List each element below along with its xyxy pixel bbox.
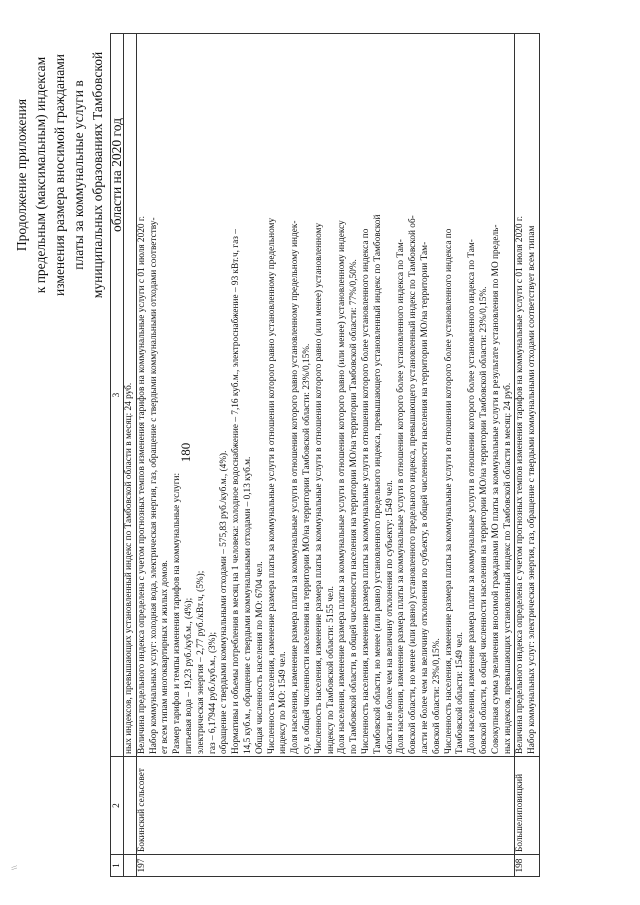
indices-table: [110, 33, 540, 877]
text-line: Доля населения, изменение размера платы за коммунальные услуги в отношении которого более установленного индекса по Там-: [467, 239, 478, 754]
row-number: 197: [136, 855, 515, 877]
text-line: Величина предельного индекса определена с учетом прогнозных темпов изменения тарифов на коммунальные услуги с 01 июля 2020 г.: [515, 216, 526, 754]
table-row: [136, 34, 515, 877]
header-line: Продолжение приложения: [14, 98, 29, 252]
text-line: су, в общей численности населения на территории МО/на территории Тамбовской области: 23%/0,15%.: [301, 343, 312, 754]
text-line: Доля населения, изменение размера платы за коммунальные услуги в отношении которого более установленного индекса по Там-: [396, 239, 407, 754]
text-line: области не более чем на величину отклонения по субъекту: 1549 чел.: [384, 480, 395, 754]
municipality-name: Большелиповицкий: [515, 757, 540, 855]
text-line: бовской области, но менее (или равно) установленного предельного индекса, превышающего установленный индекс по Тамбовской об-: [408, 215, 419, 754]
text-line: Численность населения, изменение размера платы за коммунальные услуги в отношении которого равно установленному предельному: [266, 217, 277, 754]
header-line: области на 2020 год: [109, 118, 124, 232]
text-line: Численность населения, изменение размера платы за коммунальные услуги в отношении которого более установленного индекса по: [360, 228, 371, 754]
text-line: Тамбовской области: 1549 чел.: [455, 632, 466, 754]
text-line: Доля населения, изменение размера платы за коммунальные услуги в отношении которого равно (или менее) установленному индексу: [337, 220, 348, 754]
header-line: изменения размера вносимой гражданами: [52, 54, 67, 296]
text-line: Общая численность населения по МО: 6704 чел.: [254, 561, 265, 754]
text-line: Набор коммунальных услуг: электрическая энергия, газ, обращение с твердыми коммунальными отходами соответствует всем типам: [527, 225, 538, 754]
header-line: муниципальных образованиях Тамбовской: [90, 51, 105, 299]
description-cell: [124, 34, 137, 757]
appendix-header: [12, 10, 126, 340]
text-line: ет всем типам многоквартирных и жилых домов.: [160, 560, 171, 754]
text-line: индексу по МО: 1549 чел.: [278, 651, 289, 754]
municipality-cell: [124, 757, 137, 855]
text-line: 14,5 куб.м., обращение с твердыми коммунальными отходами – 0,13 куб.м.: [242, 456, 253, 754]
text-line: обращение с твердыми коммунальными отходами – 575,83 руб./куб.м., (4%).: [219, 450, 230, 754]
text-line: Набор коммунальных услуг: холодная вода, электрическая энергия, газ, обращение с твердыми коммунальными отходами соответству-: [148, 217, 159, 754]
page-number: 180: [178, 442, 193, 463]
column-number: 2: [111, 757, 124, 855]
text-line: Нормативы и объемы потребления в месяц на 1 человека: холодное водоснабжение – 7,16 куб.м., электроснабжение – 93 кВт.ч, газ –: [231, 229, 242, 754]
continuation-row: [124, 34, 137, 877]
text-line: Численность населения, изменение размера платы за коммунальные услуги в отношении которого равно (или менее) установленному: [313, 222, 324, 754]
text-line: ласти не более чем на величину отклонения по субъекту, в общей численности населения на территории МО/на территории Там-: [419, 241, 430, 754]
text-line: ных индексов, превышающих установленный индекс по Тамбовской области в месяц: 24 руб.: [124, 382, 134, 754]
text-line: по Тамбовской области, в общей численности населения на территории МО/на территории Тамбовской области: 77%/0,50%.: [349, 259, 360, 754]
header-line: к предельным (максимальным) индексам: [33, 56, 48, 294]
column-number: 1: [111, 855, 124, 877]
row-number-cell: [124, 855, 137, 877]
text-line: Размер тарифов и темпы изменения тарифов на коммунальные услуги:: [172, 472, 183, 754]
table-row: [515, 34, 540, 877]
text-line: Доля населения, изменение размера платы за коммунальные услуги в отношении которого равно установленному предельному индек-: [290, 220, 301, 754]
row-number: 198: [515, 855, 540, 877]
text-line: Величина предельного индекса определена с учетом прогнозных темпов изменения тарифов на коммунальные услуги с 01 июля 2020 г.: [136, 216, 147, 754]
header-line: платы за коммунальные услуги в: [71, 80, 86, 270]
text-line: Численность населения, изменение размера платы за коммунальные услуги в отношении которого более установленного индекса по: [443, 228, 454, 754]
text-line: питьевая вода – 19,23 руб./куб.м., (4%);: [183, 597, 194, 754]
description-cell: [136, 34, 515, 757]
text-line: индексу по Тамбовской области: 5155 чел.: [325, 586, 336, 754]
column-number: 3: [111, 34, 124, 757]
text-line: ных индексов, превышающих установленный индекс по Тамбовской области в месяц: 24 руб.: [502, 382, 513, 754]
text-line: бовской области, в общей численности населения на территории МО/на территории Тамбовской области: 23%/0,15%.: [478, 286, 489, 754]
municipality-name: Бокинский сельсовет: [136, 757, 515, 855]
text-line: электрическая энергия – 2,77 руб./кВт.ч, (5%);: [195, 570, 206, 754]
text-line: бовской области: 23%/0,15%.: [431, 638, 442, 754]
text-line: Совокупная сумма увеличения вносимой гражданами МО платы за коммунальные услуги в результате установления по МО предель-: [490, 224, 501, 754]
column-number-row: [111, 34, 124, 877]
description-cell: [515, 34, 540, 757]
text-line: газ – 6,17944 руб./куб.м., (3%);: [207, 631, 218, 754]
text-line: Тамбовской области, но менее (или равно) установленного предельного индекса, превышающего установленный индекс по Тамбовской: [372, 214, 383, 754]
corner-mark: \\: [10, 865, 19, 870]
